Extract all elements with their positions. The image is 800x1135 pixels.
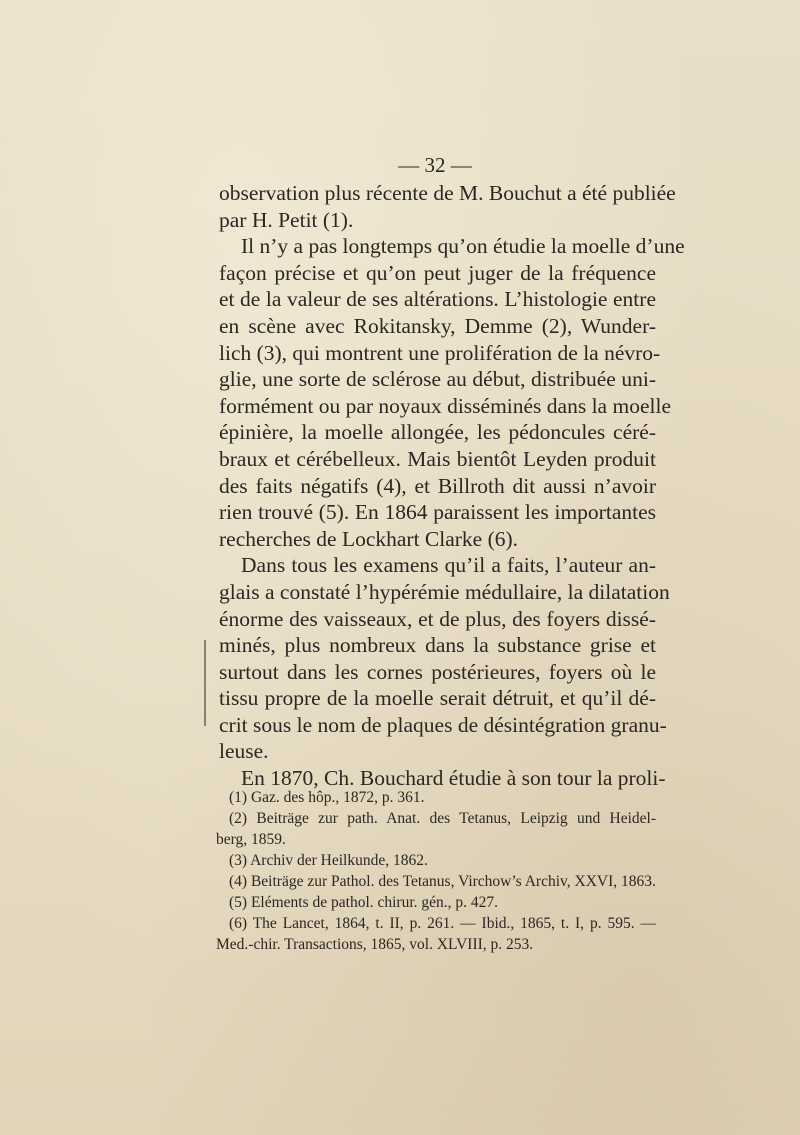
text-line: braux et cérébelleux. Mais bientôt Leyden produit	[219, 446, 656, 471]
text-line: Il n’y a pas longtemps qu’on étudie la moelle d’une	[241, 234, 685, 259]
text-line: crit sous le nom de plaques de désintégration granu-	[219, 712, 667, 737]
text-line: En 1870, Ch. Bouchard étudie à son tour la proli-	[241, 766, 666, 791]
text-line: recherches de Lockhart Clarke (6).	[219, 526, 519, 551]
footnote-continuation: Med.-chir. Transactions, 1865, vol. XLVIII, p. 253.	[216, 936, 534, 953]
footnote: (5) Eléments de pathol. chirur. gén., p. 427.	[229, 894, 499, 911]
text-line: observation plus récente de M. Bouchut a été publiée	[219, 181, 676, 205]
footnote: (3) Archiv der Heilkunde, 1862.	[229, 852, 428, 869]
text-line: épinière, la moelle allongée, les pédoncules céré-	[219, 420, 656, 445]
text-line: minés, plus nombreux dans la substance grise et	[219, 633, 656, 658]
text-line: en scène avec Rokitansky, Demme (2), Wunder-	[219, 313, 656, 338]
footnote: (1) Gaz. des hôp., 1872, p. 361.	[229, 789, 425, 806]
margin-pencil-mark	[204, 640, 206, 726]
text-line: glie, une sorte de sclérose au début, distribuée uni-	[219, 367, 656, 392]
text-line: et de la valeur de ses altérations. L’histologie entre	[219, 287, 656, 312]
footnote: (4) Beiträge zur Pathol. des Tetanus, Virchow’s Archiv, XXVI, 1863.	[229, 873, 656, 890]
footnote: (2) Beiträge zur path. Anat. des Tetanus, Leipzig und Heidel-	[229, 810, 656, 827]
text-line: des faits négatifs (4), et Billroth dit aussi n’avoir	[219, 473, 656, 498]
footnotes	[216, 787, 656, 955]
text-line: façon précise et qu’on peut juger de la fréquence	[219, 260, 656, 285]
footnote-continuation: berg, 1859.	[216, 831, 286, 848]
text-line: tissu propre de la moelle serait détruit, et qu’il dé-	[219, 686, 656, 711]
body-text	[219, 180, 685, 792]
text-line: rien trouvé (5). En 1864 paraissent les importantes	[219, 500, 656, 525]
page-number: — 32 —	[398, 153, 472, 177]
text-line: glais a constaté l’hypérémie médullaire, la dilatation	[219, 579, 670, 604]
text-line: énorme des vaisseaux, et de plus, des foyers dissé-	[219, 606, 656, 631]
text-line: leuse.	[219, 739, 269, 764]
text-line: par H. Petit (1).	[219, 207, 354, 232]
text-line: lich (3), qui montrent une prolifération de la névro-	[219, 340, 661, 365]
text-line: Dans tous les examens qu’il a faits, l’auteur an-	[241, 553, 656, 578]
footnote: (6) The Lancet, 1864, t. II, p. 261. — Ibid., 1865, t. I, p. 595. —	[229, 915, 656, 932]
text-line: formément ou par noyaux disséminés dans la moelle	[219, 393, 671, 418]
text-line: surtout dans les cornes postérieures, foyers où le	[219, 659, 656, 684]
